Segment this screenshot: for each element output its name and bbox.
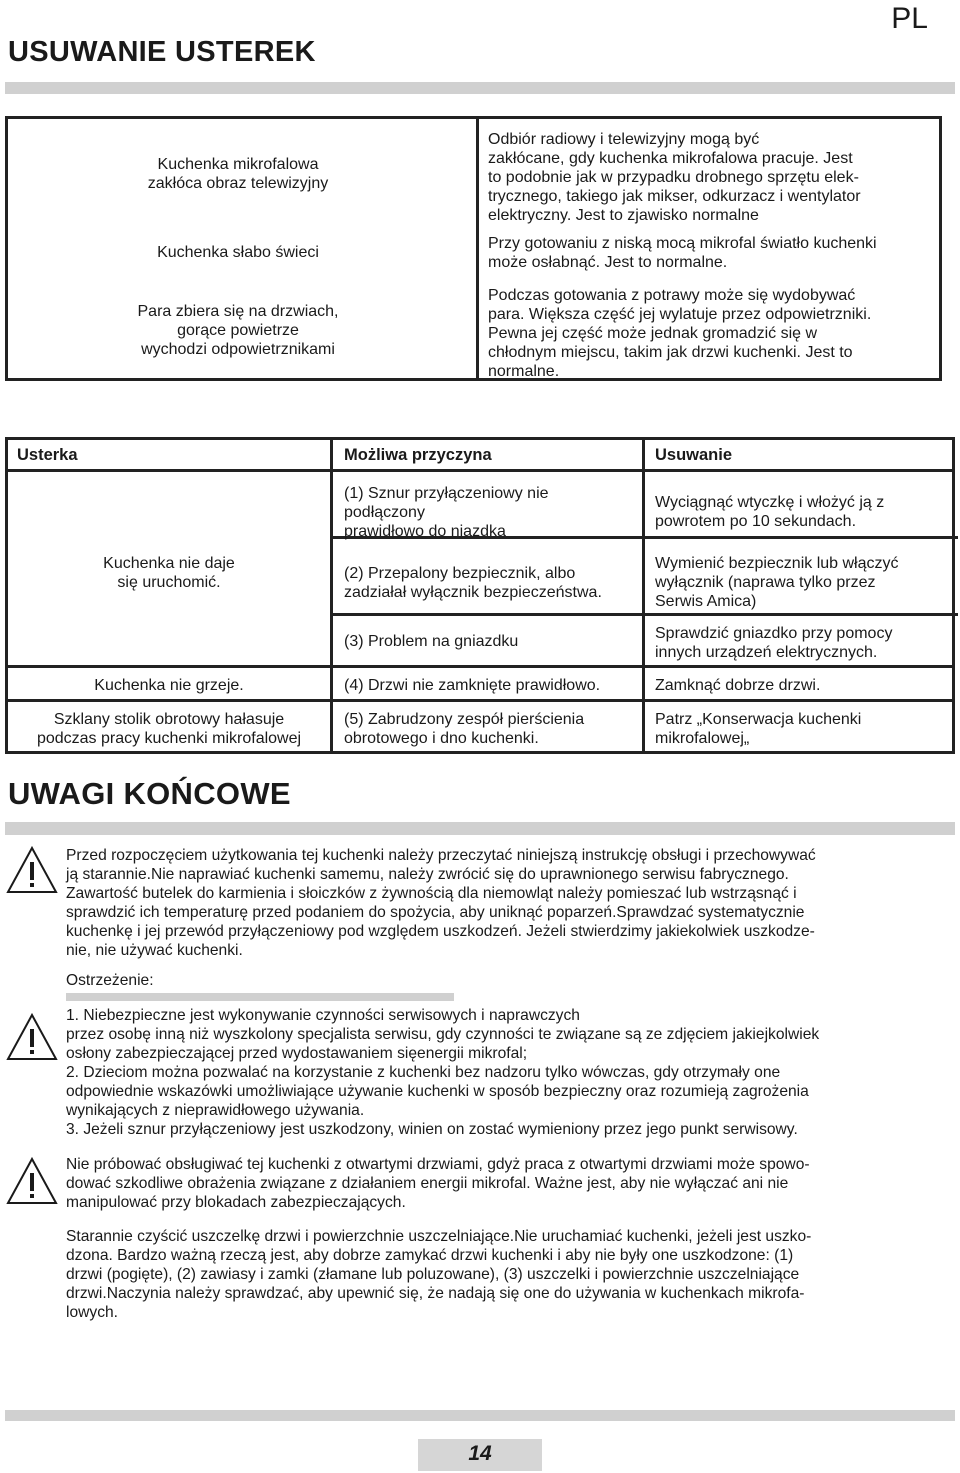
answer-cell: [488, 234, 936, 272]
text-line: trycznego, takiego jak mikser, odkurzacz i wentylator: [488, 188, 861, 205]
door-warning-paragraph: [66, 1155, 946, 1212]
fix-cell: [655, 493, 884, 531]
text-line: innych urządzeń elektrycznych.: [655, 644, 878, 661]
text-line: (4) Drzwi nie zamknięte prawidłowo.: [344, 677, 601, 694]
answer-cell: [488, 286, 936, 381]
text-line: może osłabnąć. Jest to normalne.: [488, 254, 728, 271]
text-line: (5) Zabrudzony zespół pierścienia: [344, 711, 585, 728]
text-line: 3. Jeżeli sznur przyłączeniowy jest uszkodzony, winien on zostać wymieniony przez jego punkt serwisowy.: [66, 1121, 798, 1138]
problem-cell: [8, 710, 330, 748]
title-underline: [5, 82, 955, 94]
text-line: Kuchenka nie grzeje.: [94, 677, 244, 694]
text-line: chłodnym miejscu, takim jak drzwi kuchenki. Jest to: [488, 344, 853, 361]
text-line: drzwi.Naczynia należy sprawdzać, aby upewnić się, że nadają się one do używania w kuchenkach mikrofa-: [66, 1285, 805, 1302]
answer-cell: [488, 130, 936, 225]
text-line: Zamknąć dobrze drzwi.: [655, 677, 821, 694]
text-line: nie, nie używać kuchenki.: [66, 942, 243, 959]
text-line: drzwi (pogięte), (2) zawiasy i zamki (złamane lub poluzowane), (3) uszczelki i powierzchnie uszczelniające: [66, 1266, 800, 1283]
row-divider: [8, 665, 952, 668]
fix-cell: [655, 554, 899, 611]
text-line: Odbiór radiowy i telewizyjny mogą być: [488, 131, 760, 148]
text-line: (2) Przepalony bezpiecznik, albo: [344, 565, 576, 582]
text-line: odpowiednie wskazówki umożliwiające używanie kuchenki w sposób bezpieczny oraz rozumieją zagrożenia: [66, 1083, 809, 1100]
problem-cell: [8, 302, 468, 359]
header-fix: Usuwanie: [655, 446, 733, 464]
text-line: mikrofalowej„: [655, 730, 750, 747]
text-line: się uruchomić.: [117, 574, 221, 591]
text-line: 2. Dzieciom można pozwalać na korzystanie z kuchenki bez nadzoru tylko wówczas, gdy otrzymały one: [66, 1064, 781, 1081]
text-line: Kuchenka nie daje: [103, 555, 235, 572]
text-line: (3) Problem na gniazdku: [344, 633, 519, 650]
warning-paragraph: [66, 1006, 946, 1139]
text-line: Starannie czyścić uszczelkę drzwi i powierzchnie uszczelniające.Nie uruchamiać kuchenki, jeżeli jest uszko-: [66, 1228, 812, 1245]
text-line: osłony zabezpieczającej przed wydostawaniem sięenergii mikrofal;: [66, 1045, 528, 1062]
warning-icon: [6, 1012, 58, 1062]
column-divider: [476, 119, 479, 378]
text-line: Zawartość butelek do karmienia i słoiczków z żywnością dla niemowląt należy pomieszać lub wstrząsnąć i: [66, 885, 797, 902]
text-line: zakłócane, gdy kuchenka mikrofalowa pracuje. Jest: [488, 150, 853, 167]
page-title: USUWANIE USTEREK: [8, 36, 316, 68]
text-line: Szklany stolik obrotowy hałasuje: [53, 711, 285, 728]
warning-label-underline: [66, 993, 454, 1001]
text-line: elektryczny. Jest to zjawisko normalne: [488, 207, 759, 224]
header-problem: Usterka: [17, 446, 78, 464]
text-line: to podobnie jak w przypadku drobnego sprzętu elek-: [488, 169, 859, 186]
text-line: gorące powietrze: [177, 322, 299, 339]
warning-icon: [6, 1156, 58, 1206]
row-divider: [330, 613, 958, 616]
text-line: Kuchenka słabo świeci: [157, 244, 319, 261]
text-line: powrotem po 10 sekundach.: [655, 513, 857, 530]
text-line: Sprawdzić gniazdko przy pomocy: [655, 625, 893, 642]
warning-label: Ostrzeżenie:: [66, 972, 154, 989]
cause-cell: [344, 710, 584, 748]
text-line: przez osobę inną niż wyszkolony specjalista serwisu, gdy czynności te związane są ze zdjęciem jakiejkolwiek: [66, 1026, 820, 1043]
text-line: Podczas gotowania z potrawy może się wydobywać: [488, 287, 856, 304]
fix-cell: [655, 624, 892, 662]
text-line: Przy gotowaniu z niską mocą mikrofal światło kuchenki: [488, 235, 877, 252]
text-line: Wymienić bezpiecznik lub włączyć: [655, 555, 899, 572]
cause-cell: [344, 632, 518, 651]
column-divider: [642, 440, 645, 751]
header-cause: Możliwa przyczyna: [344, 446, 492, 464]
footer-bar: [5, 1410, 955, 1421]
text-line: dować szkodliwe obrażenia związane z działaniem energii mikrofal. Ważne jest, aby nie wyłączać ani nie: [66, 1175, 789, 1192]
text-line: sprawdzić ich temperaturę przed podaniem do spożycia, aby uniknąć poparzeń.Sprawdzać systematycznie: [66, 904, 805, 921]
section-underline: [5, 822, 955, 835]
text-line: wyłącznik (naprawa tylko przez: [655, 574, 876, 591]
cause-cell: [344, 484, 549, 541]
cause-cell: [344, 676, 600, 695]
text-line: zadziałał wyłącznik bezpieczeństwa.: [344, 584, 602, 601]
text-line: para. Większa część jej wylatuje przez odpowietrzniki.: [488, 306, 872, 323]
problem-cell: [8, 554, 330, 592]
fix-cell: [655, 710, 861, 748]
text-line: prawidłowo do niazdka: [344, 523, 506, 540]
text-line: Para zbiera się na drzwiach,: [137, 303, 339, 320]
text-line: manipulować przy blokadach zabezpieczających.: [66, 1194, 406, 1211]
text-line: 1. Niebezpieczne jest wykonywanie czynności serwisowych i naprawczych: [66, 1007, 580, 1024]
cleaning-paragraph: [66, 1227, 946, 1322]
text-line: obrotowego i dno kuchenki.: [344, 730, 539, 747]
text-line: zakłóca obraz telewizyjny: [147, 175, 329, 192]
text-line: Patrz „Konserwacja kuchenki: [655, 711, 862, 728]
row-divider: [8, 699, 952, 702]
text-line: ją starannie.Nie naprawiać kuchenki samemu, należy zwrócić się do uprawnionego serwisu fabrycznego.: [66, 866, 789, 883]
text-line: (1) Sznur przyłączeniowy nie: [344, 485, 549, 502]
problem-cell: [8, 155, 468, 193]
text-line: podczas pracy kuchenki mikrofalowej: [36, 730, 302, 747]
page-number: 14: [468, 1442, 492, 1465]
language-code: PL: [891, 2, 928, 35]
text-line: Wyciągnąć wtyczkę i włożyć ją z: [655, 494, 885, 511]
text-line: Kuchenka mikrofalowa: [157, 156, 319, 173]
text-line: Serwis Amica): [655, 593, 757, 610]
text-line: wychodzi odpowietrznikami: [141, 341, 335, 358]
text-line: podłączony: [344, 504, 425, 521]
section-title: UWAGI KOŃCOWE: [8, 776, 291, 811]
text-line: dzona. Bardzo ważną rzeczą jest, aby dobrze zamykać drzwi kuchenki i aby nie były one uszkodzone: (1): [66, 1247, 794, 1264]
troubleshooting-table-1: [5, 116, 942, 381]
problem-cell: [8, 243, 468, 262]
column-divider: [330, 440, 333, 751]
text-line: wynikających z nieprawidłowego używania.: [66, 1102, 365, 1119]
final-notes-paragraph: [66, 846, 946, 960]
text-line: Pewna jej część może jednak gromadzić się w: [488, 325, 818, 342]
text-line: Nie próbować obsługiwać tej kuchenki z otwartymi drzwiami, gdyż praca z otwartymi drzwiami może spowo-: [66, 1156, 810, 1173]
problem-cell: [8, 676, 330, 695]
troubleshooting-table-2: [5, 437, 955, 754]
text-line: lowych.: [66, 1304, 118, 1321]
text-line: kuchenkę i jej przewód przyłączeniowy pod względem uszkodzeń. Jeżeli stwierdzimy jakiekolwiek uszkodze-: [66, 923, 815, 940]
text-line: normalne.: [488, 363, 560, 380]
warning-icon: [6, 845, 58, 895]
text-line: Przed rozpoczęciem użytkowania tej kuchenki należy przeczytać niniejszą instrukcję obsługi i przechowywać: [66, 847, 816, 864]
fix-cell: [655, 676, 820, 695]
cause-cell: [344, 564, 602, 602]
